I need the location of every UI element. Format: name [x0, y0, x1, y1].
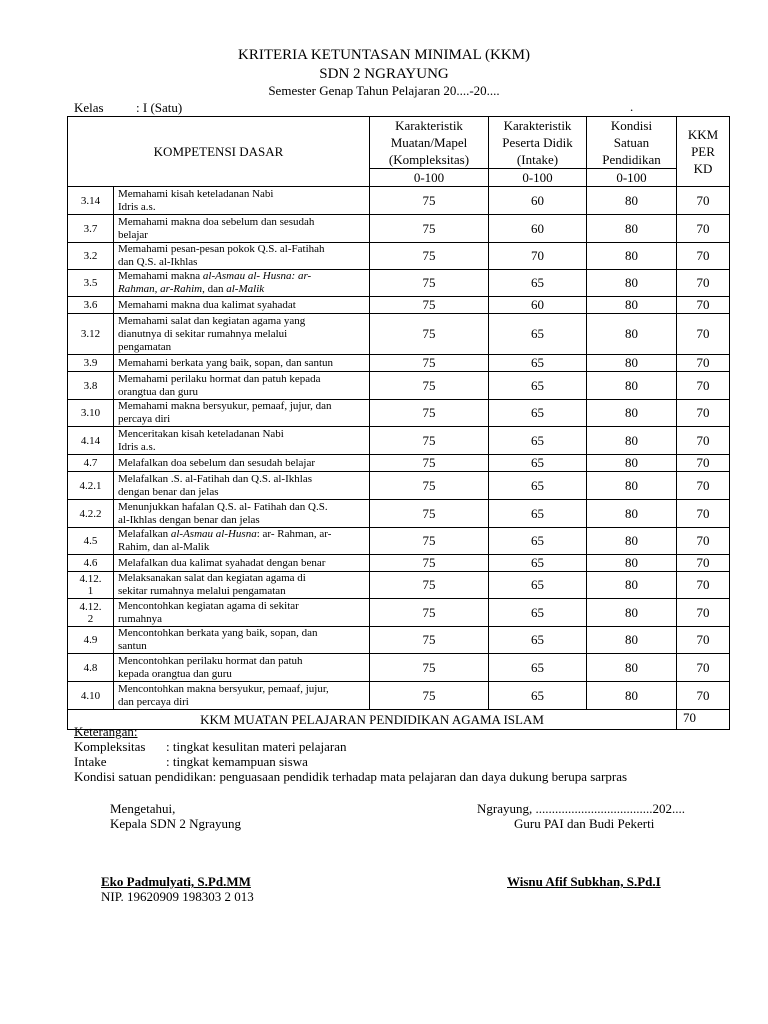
intake-value: 65	[489, 682, 587, 710]
kompleksitas-value: 75	[370, 500, 489, 528]
principal-nip: NIP. 19620909 198303 2 013	[101, 889, 254, 904]
kkm-kd-value: 70	[677, 682, 730, 710]
document-title: KRITERIA KETUNTASAN MINIMAL (KKM)	[238, 47, 530, 63]
kd-number: 3.10	[68, 400, 114, 427]
signature-right-line1: Ngrayung, ....................................202....	[477, 801, 685, 816]
header-kkm-per-kd: KKM PER KD	[677, 117, 730, 187]
kkm-kd-value: 70	[677, 572, 730, 599]
kondisi-value: 80	[587, 654, 677, 682]
principal-name: Eko Padmulyati, S.Pd.MM	[101, 874, 251, 889]
intake-value: 65	[489, 599, 587, 627]
table-row	[68, 215, 730, 243]
kkm-kd-value: 70	[677, 555, 730, 572]
kd-description: Mencontohkan kegiatan agama di sekitar rumahnya	[114, 599, 370, 627]
kd-rows	[68, 187, 730, 710]
kkm-kd-value: 70	[677, 455, 730, 472]
intake-value: 65	[489, 427, 587, 455]
table-row	[68, 427, 730, 455]
kd-description: Memahami makna al-Asmau al- Husna: ar- Rahman, ar-Rahim, dan al-Malik	[114, 270, 370, 297]
kondisi-value: 80	[587, 572, 677, 599]
kompleksitas-value: 75	[370, 400, 489, 427]
footer-kkm-value: 70	[677, 710, 730, 730]
kd-description: Menunjukkan hafalan Q.S. al- Fatihah dan Q.S. al-Ikhlas dengan benar dan jelas	[114, 500, 370, 528]
kkm-table	[67, 116, 730, 730]
kkm-kd-value: 70	[677, 372, 730, 400]
kd-number: 4.7	[68, 455, 114, 472]
kd-description: Memahami makna dua kalimat syahadat	[114, 297, 370, 314]
intake-value: 65	[489, 472, 587, 500]
table-row	[68, 400, 730, 427]
kompleksitas-value: 75	[370, 555, 489, 572]
table-row	[68, 528, 730, 555]
signature-right-line2: Guru PAI dan Budi Pekerti	[514, 816, 655, 831]
kd-number: 3.8	[68, 372, 114, 400]
kd-description: Melaksanakan salat dan kegiatan agama di sekitar rumahnya melalui pengamatan	[114, 572, 370, 599]
kondisi-value: 80	[587, 372, 677, 400]
kompleksitas-value: 75	[370, 427, 489, 455]
kd-description: Memahami berkata yang baik, sopan, dan santun	[114, 355, 370, 372]
range-kompleksitas: 0-100	[370, 169, 489, 187]
table-row	[68, 297, 730, 314]
kkm-kd-value: 70	[677, 654, 730, 682]
signature-left	[110, 801, 241, 831]
kd-number: 4.12. 2	[68, 599, 114, 627]
kd-number: 4.14	[68, 427, 114, 455]
kelas-label: Kelas	[74, 100, 104, 115]
table-row	[68, 372, 730, 400]
header-intake: Karakteristik Peserta Didik (Intake)	[489, 117, 587, 169]
school-name: SDN 2 NGRAYUNG	[319, 66, 449, 82]
kkm-kd-value: 70	[677, 243, 730, 270]
intake-value: 70	[489, 243, 587, 270]
kkm-kd-value: 70	[677, 187, 730, 215]
kkm-kd-value: 70	[677, 314, 730, 355]
kd-number: 4.6	[68, 555, 114, 572]
header-kompetensi-dasar: KOMPETENSI DASAR	[68, 117, 370, 187]
table-row	[68, 627, 730, 654]
table-row	[68, 243, 730, 270]
kd-number: 4.10	[68, 682, 114, 710]
kondisi-value: 80	[587, 270, 677, 297]
kondisi-value: 80	[587, 187, 677, 215]
kd-number: 3.6	[68, 297, 114, 314]
kompleksitas-value: 75	[370, 215, 489, 243]
keterangan-title: Keterangan:	[74, 724, 138, 739]
signature-left-line2: Kepala SDN 2 Ngrayung	[110, 816, 242, 831]
kondisi-value: 80	[587, 682, 677, 710]
header-kompleksitas: Karakteristik Muatan/Mapel (Kompleksitas)	[370, 117, 489, 169]
kondisi-value: 80	[587, 455, 677, 472]
table-row	[68, 187, 730, 215]
table-row	[68, 355, 730, 372]
kd-description: Mencontohkan berkata yang baik, sopan, dan santun	[114, 627, 370, 654]
kkm-kd-value: 70	[677, 400, 730, 427]
kondisi-value: 80	[587, 355, 677, 372]
kelas-line	[74, 100, 182, 116]
intake-value: 65	[489, 314, 587, 355]
kkm-kd-value: 70	[677, 599, 730, 627]
kompleksitas-value: 75	[370, 627, 489, 654]
kd-description: Memahami salat dan kegiatan agama yang dianutnya di sekitar rumahnya melalui pengamatan	[114, 314, 370, 355]
signature-left-identity	[101, 874, 254, 904]
kondisi-value: 80	[587, 314, 677, 355]
kondisi-value: 80	[587, 472, 677, 500]
kd-number: 4.5	[68, 528, 114, 555]
keterangan-kompleksitas: Kompleksitas : tingkat kesulitan materi pelajaran	[74, 739, 347, 754]
intake-value: 65	[489, 572, 587, 599]
kondisi-value: 80	[587, 627, 677, 654]
intake-value: 65	[489, 555, 587, 572]
kompleksitas-value: 75	[370, 528, 489, 555]
kompleksitas-value: 75	[370, 372, 489, 400]
kd-description: Mencontohkan perilaku hormat dan patuh kepada orangtua dan guru	[114, 654, 370, 682]
kd-number: 3.14	[68, 187, 114, 215]
kkm-kd-value: 70	[677, 528, 730, 555]
table-row	[68, 500, 730, 528]
teacher-name: Wisnu Afif Subkhan, S.Pd.I	[507, 874, 661, 889]
table-row	[68, 682, 730, 710]
intake-value: 60	[489, 187, 587, 215]
keterangan-intake: Intake : tingkat kemampuan siswa	[74, 754, 308, 769]
kelas-value: : I (Satu)	[136, 100, 183, 115]
kd-number: 4.9	[68, 627, 114, 654]
kompleksitas-value: 75	[370, 355, 489, 372]
kompleksitas-value: 75	[370, 472, 489, 500]
keterangan-kondisi: Kondisi satuan pendidikan: penguasaan pendidik terhadap mata pelajaran dan daya dukung berupa sarpras	[74, 769, 628, 784]
keterangan-block	[74, 724, 627, 784]
kondisi-value: 80	[587, 500, 677, 528]
kd-number: 4.2.2	[68, 500, 114, 528]
kd-description: Melafalkan .S. al-Fatihah dan Q.S. al-Ikhlas dengan benar dan jelas	[114, 472, 370, 500]
kd-description: Memahami makna bersyukur, pemaaf, jujur, dan percaya diri	[114, 400, 370, 427]
intake-value: 65	[489, 500, 587, 528]
kd-description: Melafalkan al-Asmau al-Husna: ar- Rahman, ar- Rahim, dan al-Malik	[114, 528, 370, 555]
range-kondisi: 0-100	[587, 169, 677, 187]
kd-number: 4.12. 1	[68, 572, 114, 599]
intake-value: 65	[489, 355, 587, 372]
kompleksitas-value: 75	[370, 599, 489, 627]
kondisi-value: 80	[587, 599, 677, 627]
kompleksitas-value: 75	[370, 270, 489, 297]
table-row	[68, 572, 730, 599]
intake-value: 60	[489, 215, 587, 243]
kompleksitas-value: 75	[370, 314, 489, 355]
kondisi-value: 80	[587, 400, 677, 427]
kompleksitas-value: 75	[370, 187, 489, 215]
table-row	[68, 555, 730, 572]
kompleksitas-value: 75	[370, 243, 489, 270]
intake-value: 65	[489, 270, 587, 297]
kd-number: 3.5	[68, 270, 114, 297]
kd-number: 3.2	[68, 243, 114, 270]
signature-left-line1: Mengetahui,	[110, 801, 176, 816]
intake-value: 65	[489, 654, 587, 682]
kondisi-value: 80	[587, 215, 677, 243]
kd-description: Memahami makna doa sebelum dan sesudah belajar	[114, 215, 370, 243]
footer-kkm-label: KKM MUATAN PELAJARAN PENDIDIKAN AGAMA ISLAM	[68, 710, 677, 730]
kelas-trailing-dot: .	[630, 99, 634, 114]
kd-number: 4.2.1	[68, 472, 114, 500]
intake-value: 65	[489, 627, 587, 654]
kondisi-value: 80	[587, 243, 677, 270]
kompleksitas-value: 75	[370, 297, 489, 314]
kondisi-value: 80	[587, 297, 677, 314]
kkm-kd-value: 70	[677, 500, 730, 528]
kd-description: Memahami pesan-pesan pokok Q.S. al-Fatihah dan Q.S. al-Ikhlas	[114, 243, 370, 270]
kondisi-value: 80	[587, 555, 677, 572]
table-row	[68, 654, 730, 682]
intake-value: 65	[489, 400, 587, 427]
kompleksitas-value: 75	[370, 654, 489, 682]
kd-description: Melafalkan doa sebelum dan sesudah belajar	[114, 455, 370, 472]
kkm-kd-value: 70	[677, 215, 730, 243]
kondisi-value: 80	[587, 427, 677, 455]
header-kondisi: Kondisi Satuan Pendidikan	[587, 117, 677, 169]
kd-number: 4.8	[68, 654, 114, 682]
kkm-kd-value: 70	[677, 297, 730, 314]
table-row	[68, 472, 730, 500]
table-row	[68, 599, 730, 627]
kompleksitas-value: 75	[370, 682, 489, 710]
kd-description: Memahami kisah keteladanan Nabi Idris a.s.	[114, 187, 370, 215]
kompleksitas-value: 75	[370, 455, 489, 472]
kd-description: Melafalkan dua kalimat syahadat dengan benar	[114, 555, 370, 572]
intake-value: 65	[489, 528, 587, 555]
kompleksitas-value: 75	[370, 572, 489, 599]
table-row	[68, 455, 730, 472]
kondisi-value: 80	[587, 528, 677, 555]
kkm-kd-value: 70	[677, 472, 730, 500]
intake-value: 60	[489, 297, 587, 314]
kkm-kd-value: 70	[677, 355, 730, 372]
intake-value: 65	[489, 372, 587, 400]
kd-description: Memahami perilaku hormat dan patuh kepada orangtua dan guru	[114, 372, 370, 400]
kkm-kd-value: 70	[677, 427, 730, 455]
kd-number: 3.9	[68, 355, 114, 372]
table-row	[68, 314, 730, 355]
table-row	[68, 270, 730, 297]
kd-number: 3.7	[68, 215, 114, 243]
kd-description: Menceritakan kisah keteladanan Nabi Idris a.s.	[114, 427, 370, 455]
kd-description: Mencontohkan makna bersyukur, pemaaf, jujur, dan percaya diri	[114, 682, 370, 710]
kd-number: 3.12	[68, 314, 114, 355]
kkm-kd-value: 70	[677, 270, 730, 297]
range-intake: 0-100	[489, 169, 587, 187]
kkm-kd-value: 70	[677, 627, 730, 654]
intake-value: 65	[489, 455, 587, 472]
semester-line: Semester Genap Tahun Pelajaran 20....-20....	[268, 83, 500, 98]
